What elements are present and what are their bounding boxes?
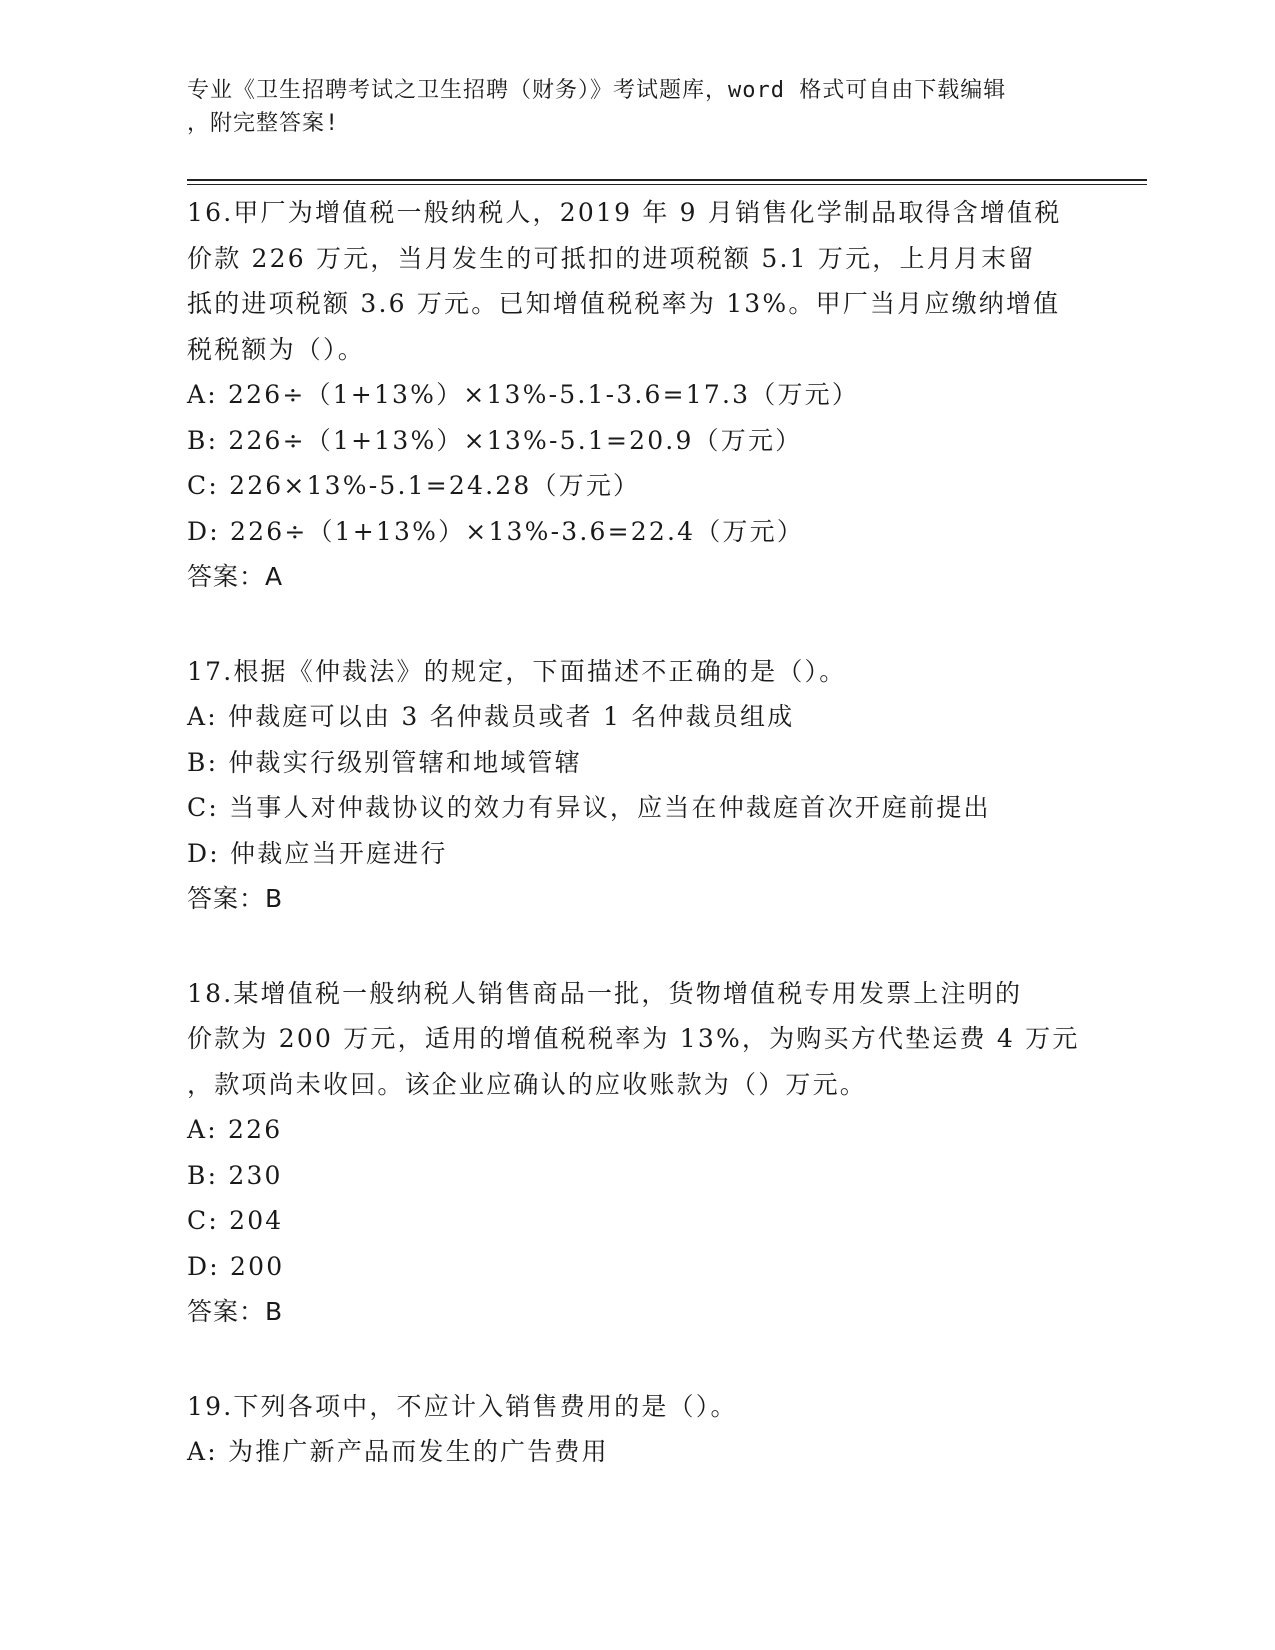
question-stem-line: ，款项尚未收回。该企业应确认的应收账款为（）万元。: [187, 1069, 868, 1099]
header-divider-thin: [187, 184, 1147, 185]
option-d: D: 200: [187, 1251, 285, 1281]
question-16: [187, 190, 1087, 600]
question-stem-line: 价款为 200 万元，适用的增值税税率为 13%，为购买方代垫运费 4 万元: [187, 1024, 1080, 1053]
question-stem-line: 价款 226 万元，当月发生的可抵扣的进项税额 5.1 万元，上月月末留: [187, 243, 1036, 273]
question-stem-line: 16.甲厂为增值税一般纳税人，2019 年 9 月销售化学制品取得含增值税: [187, 198, 1062, 227]
answer-label: 答案：B: [187, 884, 284, 913]
question-stem-line: 19.下列各项中，不应计入销售费用的是（）。: [187, 1391, 738, 1421]
option-c: C: 226×13%-5.1=24.28（万元）: [187, 471, 641, 500]
header-divider-thick: [187, 179, 1147, 181]
option-a: A: 226÷（1+13%）×13%-5.1-3.6=17.3（万元）: [187, 380, 860, 409]
option-b: B: 226÷（1+13%）×13%-5.1=20.9（万元）: [187, 425, 803, 455]
question-list: [187, 190, 1087, 1524]
option-a: A: 为推广新产品而发生的广告费用: [187, 1437, 609, 1466]
document-header: [187, 74, 1067, 140]
question-18: [187, 971, 1087, 1335]
question-19: [187, 1384, 1087, 1475]
question-stem-line: 17.根据《仲裁法》的规定，下面描述不正确的是（）。: [187, 656, 847, 686]
option-b: B: 仲裁实行级别管辖和地域管辖: [187, 747, 582, 777]
option-c: C: 204: [187, 1206, 284, 1235]
option-c: C: 当事人对仲裁协议的效力有异议，应当在仲裁庭首次开庭前提出: [187, 793, 991, 822]
answer-label: 答案：A: [187, 562, 284, 591]
option-d: D: 仲裁应当开庭进行: [187, 838, 448, 868]
option-a: A: 226: [187, 1115, 283, 1144]
question-stem-line: 税税额为（）。: [187, 334, 365, 364]
question-stem-line: 18.某增值税一般纳税人销售商品一批，货物增值税专用发票上注明的: [187, 978, 1023, 1008]
option-a: A: 仲裁庭可以由 3 名仲裁员或者 1 名仲裁员组成: [187, 702, 795, 731]
option-b: B: 230: [187, 1160, 283, 1190]
question-17: [187, 649, 1087, 922]
header-line-2: ，附完整答案!: [187, 111, 340, 136]
answer-label: 答案：B: [187, 1297, 284, 1326]
option-d: D: 226÷（1+13%）×13%-3.6=22.4（万元）: [187, 516, 805, 546]
header-line-1: 专业《卫生招聘考试之卫生招聘（财务）》考试题库，word 格式可自由下载编辑: [187, 78, 1007, 103]
question-stem-line: 抵的进项税额 3.6 万元。已知增值税税率为 13%。甲厂当月应缴纳增值: [187, 289, 1061, 318]
